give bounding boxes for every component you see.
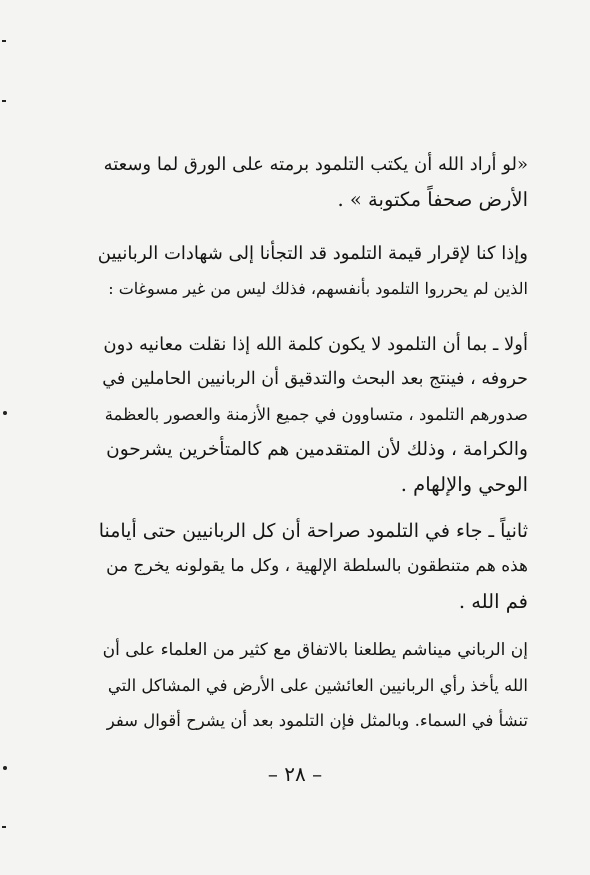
paragraph-5 — [96, 633, 528, 738]
margin-dot — [3, 411, 7, 415]
paragraph-3 — [96, 327, 528, 502]
text-line: تنشأ في السماء. وبالمثل فإن التلمود بعد أن يشرح أقوال سفر — [106, 711, 528, 730]
text-line: وإذا كنا لإقرار قيمة التلمود قد التجأنا إلى شهادات الربانيين — [97, 243, 528, 264]
paragraph-1 — [96, 147, 528, 217]
text-line: إن الرباني ميناشم يطلعنا بالاتفاق مع كثير من العلماء على أن — [102, 640, 528, 660]
text-line: الذين لم يحرروا التلمود بأنفسهم، فذلك ليس من غير مسوغات : — [108, 279, 528, 298]
text-line: فم الله . — [458, 590, 528, 613]
paragraph-4 — [96, 514, 528, 619]
text-line: هذه هم متنطقون بالسلطة الإلهية ، وكل ما يقولونه يخرج من — [106, 556, 528, 576]
margin-mark — [2, 826, 6, 828]
margin-mark — [2, 100, 6, 102]
text-line: الوحي والإلهام . — [400, 473, 528, 496]
text-line: الأرض صحفاً مكتوبة » . — [337, 188, 528, 211]
text-line: صدورهم التلمود ، متساوون في جميع الأزمنة والعصور بالعظمة — [104, 405, 528, 424]
text-line: حروفه ، فينتج بعد البحث والتدقيق أن الربانيين الحاملين في — [102, 369, 528, 389]
text-line: ثانياً ـ جاء في التلمود صراحة أن كل الربانيين حتى أيامنا — [98, 520, 528, 542]
text-line: الله يأخذ رأي الربانيين العائشين على الأرض في المشاكل التي — [107, 676, 528, 695]
text-line: أولا ـ بما أن التلمود لا يكون كلمة الله إذا نقلت معانيه دون — [103, 334, 528, 355]
text-line: «لو أراد الله أن يكتب التلمود برمته على الورق لما وسعته — [103, 154, 528, 175]
text-line: والكرامة ، وذلك لأن المتقدمين هم كالمتأخرين يشرحون — [106, 439, 528, 460]
margin-mark — [2, 40, 6, 42]
page-number: – ٢٨ – — [267, 762, 323, 786]
paragraph-2 — [96, 236, 528, 306]
